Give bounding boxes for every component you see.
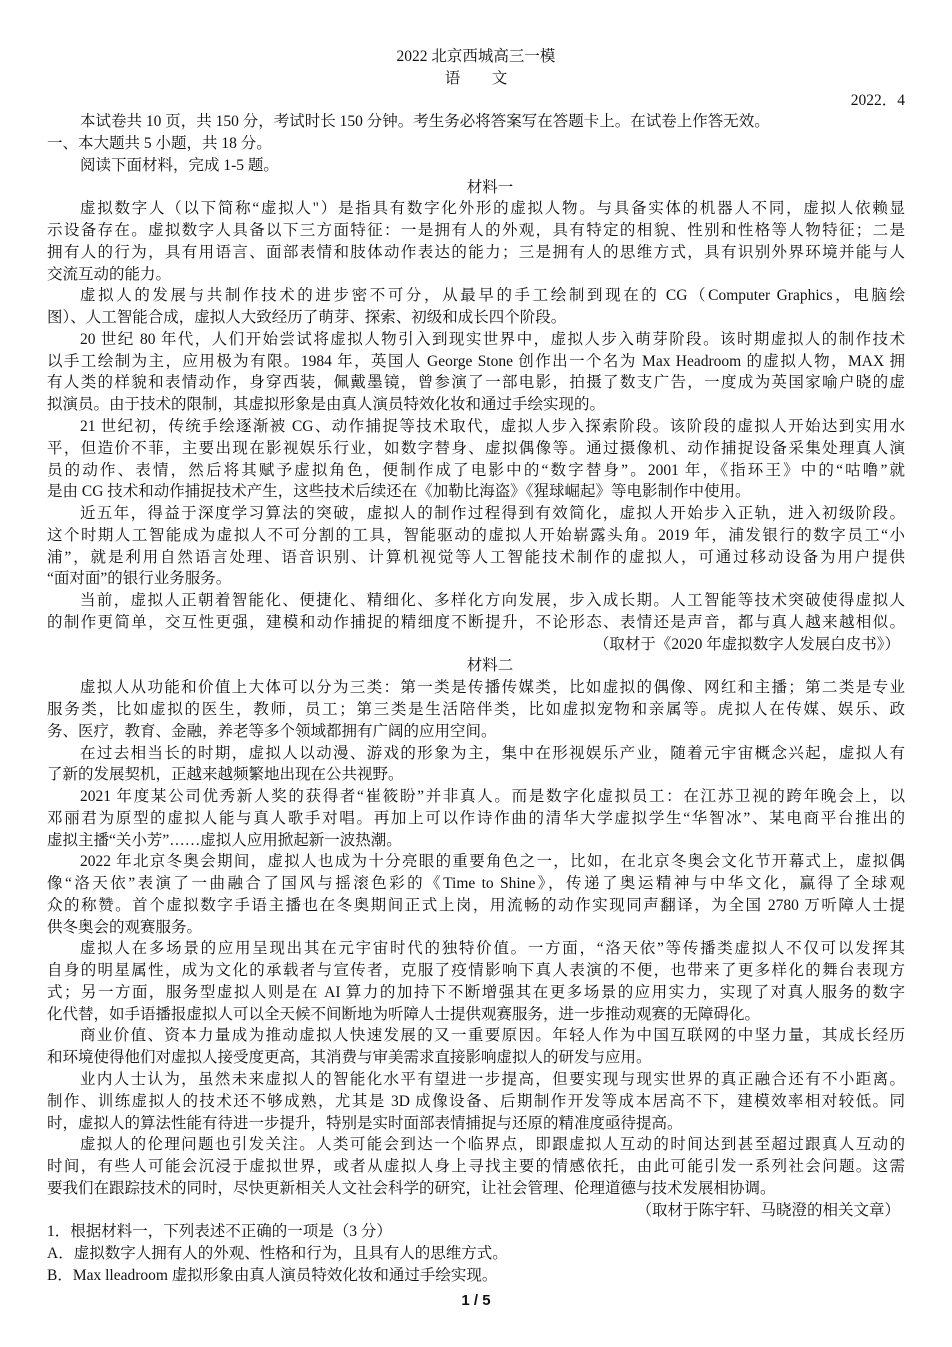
text-line: 员的动作、表情，然后将其赋予虚拟角色，便制作成了电影中的“数字替身”。2001 年，《指环王》中的“咕噜”就 [47,461,905,479]
text-line: 业内人士认为，虽然未来虚拟人的智能化水平有望进一步提高，但要实现与现实世界的真正融合还有不小距离。 [80,1070,905,1088]
text-line: 拥有人的行为，具有用语言、面部表情和肢体动作表达的能力；三是拥有人的思维方式，具有识别外界环境并能与人 [47,243,905,261]
text-line: 是由 CG 技术和动作捕捉技术产生，这些技术后续还在《加勒比海盗》《猩球崛起》等电影制作中使用。 [47,483,751,501]
text-line: 邓丽君为原型的虚拟人能与真人歌手对唱。再加上可以作诗作曲的清华大学虚拟学生“华智冰”、某电商平台推出的 [47,809,905,827]
text-line: 像“洛天依”表演了一曲融合了国风与摇滚色彩的《Time to Shine》，传递了奥运精神与中华文化，赢得了全球观 [47,875,905,893]
text-line: 化代替，如手语播报虚拟人可以全天候不间断地为听障人士提供观赛服务，进一步推动观赛的无障碍化。 [47,1005,761,1023]
text-line: 商业价值、资本力量成为推动虚拟人快速发展的又一重要原因。年轻人作为中国互联网的中坚力量，其成长经历 [80,1027,905,1045]
material-two-paragraph [47,786,905,851]
material-one-paragraph [47,285,905,329]
text-line: 2021 年度某公司优秀新人奖的获得者“崔筱盼”并非真人。而是数字化虚拟员工：在江苏卫视的跨年晚会上，以 [80,788,905,806]
text-line: 20 世纪 80 年代，人们开始尝试将虚拟人物引入到现实世界中，虚拟人步入萌芽阶段。该时期虚拟人的制作技术 [80,330,905,348]
text-line: 供冬奥会的观赛服务。 [47,918,203,936]
material-two-paragraph [47,1025,905,1069]
text-line: 虚拟人的发展与共制作技术的进步密不可分，从最早的手工绘制到现在的 CG（Computer Graphics，电脑绘 [80,287,905,305]
page-body [47,46,905,1287]
text-line: “面对面”的银行业务服务。 [47,570,232,588]
material-two-heading: 材料二 [466,657,514,675]
question-stem: 1．根据材料一，下列表述不正确的一项是（3 分） [47,1223,392,1241]
text-line: 有人类的样貌和表情动作，身穿西装，佩戴墨镜，曾参演了一部电影，拍摄了数支广告，一度成为英国家喻户晓的虚 [47,374,905,392]
text-line: 式；另一方面，服务型虚拟人则是在 AI 算力的加持下不断增强其在更多场景的应用实力，实现了对真人服务的数字 [47,983,905,1001]
material-two-paragraph [47,1069,905,1134]
material-one-paragraph [47,416,905,503]
material-one-heading: 材料一 [466,178,514,196]
text-line: 在过去相当长的时期，虚拟人以动漫、游戏的形象为主，集中在形视娱乐产业，随着元宇宙概念兴起，虚拟人有 [80,744,905,762]
text-line: 制作、训练虚拟人的技术还不够成熟，尤其是 3D 成像设备、后期制作开发等成本居高不下，建模效率相对较低。同 [47,1092,905,1110]
material-two-paragraph [47,743,905,787]
page-number: 1 / 5 [461,1292,491,1309]
text-line: 当前，虚拟人正朝着智能化、便捷化、精细化、多样化方向发展，步入成长期。人工智能等技术突破使得虚拟人 [80,592,905,610]
text-line: 这个时期人工智能成为虚拟人不可分割的工具，智能驱动的虚拟人开始崭露头角。2019 年，浦发银行的数字员工“小 [47,526,905,544]
text-line: 2022 年北京冬奥会期间，虚拟人也成为十分亮眼的重要角色之一，比如，在北京冬奥会文化节开幕式上，虚拟偶 [80,853,905,871]
material-two-paragraph [47,938,905,1025]
text-line: 虚拟主播“关小芳”……虚拟人应用掀起新一波热潮。 [47,831,402,849]
material-two-source: （取材于陈宇轩、马晓澄的相关文章） [636,1201,900,1219]
text-line: 时间，有些人可能会沉浸于虚拟世界，或者从虚拟人身上寻找主要的情感依托，由此可能引发一系列社会问题。这需 [47,1158,905,1176]
text-line: 拟演员。由于技术的限制，其虚拟形象是由真人演员特效化妆和通过手绘实现的。 [47,396,606,414]
text-line: 示设备存在。虚拟数字人具备以下三方面特征：一是拥有人的外观，具有特定的相貌、性别和性格等人物特征；二是 [47,222,905,240]
exam-subject: 语 文 [444,69,516,87]
text-line: 要我们在跟踪技术的同时，尽快更新相关人文社会科学的研究，让社会管理、伦理道德与技术发展相协调。 [47,1179,776,1197]
text-line: 图）、人工智能合成，虚拟人大致经历了萌芽、探索、初级和成长四个阶段。 [47,309,567,327]
material-one-source: （取材于《2020 年虚拟数字人发展白皮书》） [593,635,900,653]
material-one-paragraph [47,590,905,634]
text-line: 虚拟人的伦理问题也引发关注。人类可能会到达一个临界点，即跟虚拟人互动的时间达到甚至超过跟真人互动的 [80,1136,905,1154]
text-line: 以手工绘制为主，应用极为有限。1984 年，英国人 George Stone 创作出一个名为 Max Headroom 的虚拟人物，MAX 拥 [47,352,905,370]
text-line: 交流互动的能力。 [47,265,172,283]
exam-title: 2022 北京西城高三一模 [396,48,556,65]
exam-date: 2022．4 [850,91,905,109]
text-line: 21 世纪初，传统手绘逐渐被 CG、动作捕捉等技术取代，虚拟人步入探索阶段。该阶段的虚拟人开始达到实用水 [80,418,905,436]
text-line: 务、医疗，教育、金融，养老等多个领域都拥有广阔的应用空间。 [47,722,497,740]
reading-prompt: 阅读下面材料，完成 1-5 题。 [80,156,279,174]
text-line: 浦”，就是利用自然语言处理、语音识别、计算机视觉等人工智能技术制作的虚拟人，可通过移动设备为用户提供 [47,548,905,566]
text-line: 服务类，比如虚拟的医生，教师，员工；第三类是生活陪伴类，比如虚拟宠物和亲属等。虎拟人在传媒、娱乐、政 [47,700,905,718]
material-one-paragraph [47,198,905,285]
text-line: 自身的明星属性，成为文化的承载者与宣传者，克服了疫情影响下真人表演的不便，也带来了更多样化的舞台表现方 [47,962,905,980]
section-heading: 一、本大题共 5 小题，共 18 分。 [47,135,272,153]
text-line: 时，虚拟人的算法性能有待进一步提升，特别是实时面部表情捕捉与还原的精准度亟待提高。 [47,1114,683,1132]
material-two-paragraph [47,677,905,742]
material-one-paragraph [47,329,905,416]
text-line: 的制作更简单，交互性更强，建模和动作捕捉的精细度不断提升，不论形态、表情还是声音，都与真人越来越相似。 [47,613,905,631]
text-line: 虚拟人从功能和价值上大体可以分为三类：第一类是传播传媒类，比如虚拟的偶像、网红和主播；第二类是专业 [80,679,905,697]
text-line: 和环境使得他们对虚拟人接受度更高，其消费与审美需求直接影响虚拟人的研发与应用。 [47,1049,652,1067]
material-two-paragraph [47,1134,905,1199]
material-one-paragraph [47,503,905,590]
text-line: 众的称赞。首个虚拟数字手语主播也在冬奥期间正式上岗，用流畅的动作实现同声翻译，为全国 2780 万听障人士提 [47,896,905,914]
material-two-paragraph [47,851,905,938]
text-line: 虚拟数字人（以下简称“虚拟人"）是指具有数字化外形的虚拟人物。与具备实体的机器人不同，虚拟人依赖显 [80,200,905,218]
question-option-a: A．虚拟数字人拥有人的外观、性格和行为，且具有人的思维方式。 [47,1245,508,1263]
text-line: 平，但造价不菲，主要出现在影视娱乐行业，如数字替身、虚拟偶像等。通过摄像机、动作捕捉设备采集处理真人演 [47,439,905,457]
text-line: 近五年，得益于深度学习算法的突破，虚拟人的制作过程得到有效简化，虚拟人开始步入正轨，进入初级阶段。 [80,505,905,523]
text-line: 虚拟人在多场景的应用呈现出其在元宇宙时代的独特价值。一方面，“洛天依”等传播类虚拟人不仅可以发挥其 [80,940,905,958]
exam-notice: 本试卷共 10 页，共 150 分，考试时长 150 分钟。考生务必将答案写在答题卡上。在试卷上作答无效。 [80,113,770,131]
question-option-b: B．Max lleadroom 虚拟形象由真人演员特效化妆和通过手绘实现。 [47,1266,498,1284]
text-line: 了新的发展契机，正越来越频繁地出现在公共视野。 [47,766,404,784]
